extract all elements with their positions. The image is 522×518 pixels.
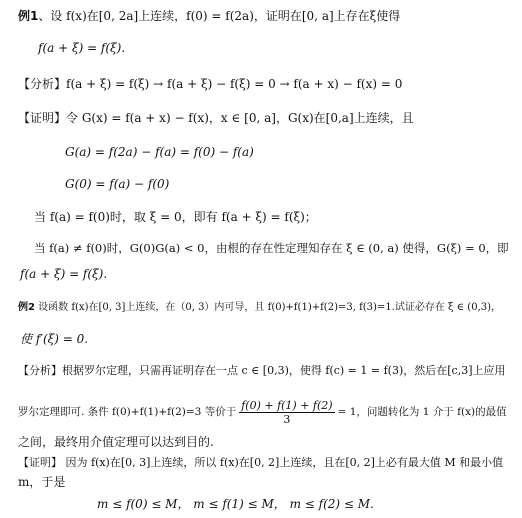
example2-proof-line1: 【证明】 因为 f(x)在[0, 3]上连续，所以 f(x)在[0, 2]上连续，且在[0, 2]上必有最大值 M 和最小值 [18,456,504,469]
example2-statement: 例2 设函数 f(x)在[0, 3]上连续，在（0, 3）内可导，且 f(0)+f(1)+f(2)=3, f(3)=1.试证必存在 ξ ∈ (0,3)， [18,302,502,313]
analysis-text-before-fraction: 罗尔定理即可. 条件 f(0)+f(1)+f(2)=3 等价于 [18,406,237,418]
example2-analysis-line3: 之间，最终用介值定理可以达到目的. [18,435,214,449]
example2-analysis-line2 [18,397,507,427]
example1-goal: f(a + ξ) = f(ξ). [38,41,126,55]
average-fraction [239,399,334,426]
fraction-numerator: f(0) + f(1) + f(2) [241,398,333,412]
example1-conclusion: f(a + ξ) = f(ξ). [20,267,108,281]
example2-goal: 使 f′(ξ) = 0. [20,332,89,346]
fraction-denominator: 3 [283,412,291,426]
analysis-text-after-fraction: = 1，问题转化为 1 介于 f(x)的最值 [337,406,507,418]
example1-case-unequal: 当 f(a) ≠ f(0)时，G(0)G(a) < 0，由根的存在性定理知存在 ξ ∈ (0, a) 使得，G(ξ) = 0，即 [34,241,509,255]
example1-statement: 例1、设 f(x)在[0, 2a]上连续，f(0) = f(2a)，证明在[0, a]上存在ξ使得 [18,9,401,23]
example2-inequalities: m ≤ f(0) ≤ M， m ≤ f(1) ≤ M， m ≤ f(2) ≤ M. [97,497,374,511]
example1-equation-g0: G(0) = f(a) − f(0) [65,177,170,191]
example2-proof-line2: m，于是 [18,475,66,489]
example1-case-equal: 当 f(a) = f(0)时，取 ξ = 0，即有 f(a + ξ) = f(ξ)； [34,210,317,224]
example-label: 例1 [18,9,39,23]
example2-analysis-line1: 【分析】根据罗尔定理，只需再证明存在一点 c ∈ [0,3)，使得 f(c) = 1 = f(3)，然后在[c,3]上应用 [18,364,506,377]
example1-proof-intro: 【证明】令 G(x) = f(a + x) − f(x)，x ∈ [0, a]，G(x)在[0,a]上连续，且 [18,111,414,125]
example-label: 例2 [18,302,35,313]
example1-equation-ga: G(a) = f(2a) − f(a) = f(0) − f(a) [65,145,254,159]
example1-analysis: 【分析】f(a + ξ) = f(ξ) → f(a + ξ) − f(ξ) = 0 → f(a + x) − f(x) = 0 [18,77,403,91]
